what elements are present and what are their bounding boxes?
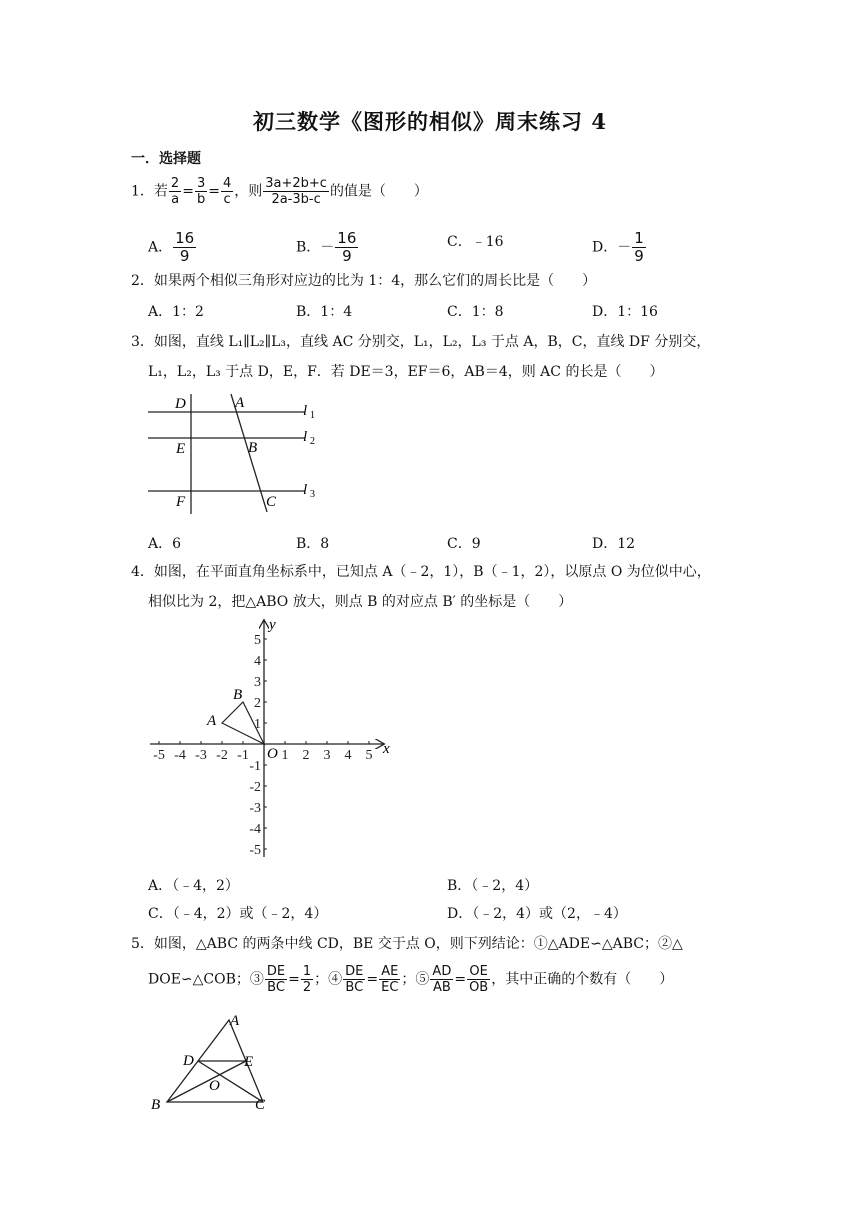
label-f: F	[176, 494, 186, 510]
question-4-line-1: 4．如图，在平面直角坐标系中，已知点 A（﹣2，1），B（﹣1，2），以原点 O 为位似中心，	[131, 564, 711, 580]
question-3-line-1: 3．如图，直线 L₁∥L₂∥L₃，直线 AC 分别交，L₁，L₂，L₃ 于点 A，B，C，直线 DF 分别交，	[131, 334, 711, 350]
y-tick-label: 2	[254, 696, 261, 711]
question-4-line-2: 相似比为 2，把△ABO 放大，则点 B 的对应点 B′ 的坐标是（ ）	[148, 594, 573, 610]
y-tick-label: -1	[249, 759, 261, 774]
q5-triangle-figure	[145, 1008, 285, 1118]
q5-frac-ad-ab: $\frac{AD}{AB}$	[432, 964, 452, 995]
label-point-b: B	[233, 687, 243, 703]
label-a: A	[230, 1013, 240, 1029]
question-2: 2．如果两个相似三角形对应边的比为 1：4，那么它们的周长比是（ ）	[131, 273, 597, 289]
q5-frac-de-bc-2: $\frac{DE}{BC}$	[345, 964, 364, 995]
q3-parallel-lines-figure	[145, 390, 325, 520]
label-point-a: A	[207, 713, 217, 729]
q5-frac-de-bc-1: $\frac{DE}{BC}$	[266, 964, 286, 995]
label-a: A	[235, 395, 245, 411]
q5-frac-1-2: $\frac{1}{2}$	[302, 964, 312, 995]
label-l2: l	[303, 429, 308, 445]
x-tick-label: 1	[281, 748, 289, 763]
median-be	[167, 1061, 246, 1102]
page-title: 初三数学《图形的相似》周末练习 4	[253, 109, 607, 134]
q3-option-b[interactable]: B．8	[296, 536, 330, 552]
q4-option-d[interactable]: D．（﹣2，4）或（2，﹣4）	[447, 906, 627, 922]
y-tick-label: 3	[254, 675, 261, 690]
q1-frac-4: $\frac{3a+2b+c}{2a-3b-c}$	[265, 176, 327, 207]
q2-option-c[interactable]: C．1：8	[447, 304, 504, 320]
svg-text:2: 2	[310, 436, 315, 447]
q1-option-c[interactable]: C．﹣16	[447, 234, 504, 250]
y-tick-label: 5	[254, 633, 261, 648]
label-x-axis: x	[383, 741, 390, 757]
q1-frac-2: $\frac{3}{b}$	[196, 176, 206, 207]
x-tick-label: -3	[195, 748, 207, 763]
question-3-line-2: L₁，L₂，L₃ 于点 D，E，F．若 DE＝3，EF＝6，AB＝4，则 AC 的长是（ ）	[148, 364, 664, 380]
label-y-axis: y	[269, 617, 276, 633]
y-tick-label: -4	[249, 822, 261, 837]
q4-option-a[interactable]: A．（﹣4，2）	[148, 878, 239, 894]
q4-option-b[interactable]: B．（﹣2，4）	[447, 878, 539, 894]
question-5-line-1: 5．如图，△ABC 的两条中线 CD，BE 交于点 O，则下列结论：①△ADE∽△ABC；②△	[131, 936, 683, 952]
label-l1: l	[303, 403, 308, 419]
q5-frac-ae-ec: $\frac{AE}{EC}$	[381, 964, 399, 995]
section-heading: 一．选择题	[131, 151, 201, 167]
label-e: E	[176, 441, 186, 457]
y-tick-label: -2	[249, 780, 261, 795]
q1-option-b[interactable]: B．－ $\frac{16}{9}$	[296, 229, 357, 265]
label-o: O	[209, 1078, 220, 1094]
q3-option-d[interactable]: D．12	[592, 536, 636, 552]
q4-option-c[interactable]: C．（﹣4，2）或（﹣2，4）	[148, 906, 328, 922]
q3-option-c[interactable]: C．9	[447, 536, 481, 552]
y-tick-label: 1	[254, 717, 261, 732]
question-1: 1．若 $\frac{2}{a}$ = $\frac{3}{b}$ = $\frac{4}{c}$ ，则 $\frac{3a+2b+c}{2a-3b-c}$ 的值是（ ）	[131, 176, 428, 207]
svg-text:3: 3	[310, 489, 315, 500]
label-b: B	[151, 1097, 161, 1113]
label-c: C	[255, 1097, 266, 1113]
q2-option-a[interactable]: A．1：2	[148, 304, 204, 320]
label-b: B	[248, 440, 258, 456]
q1-number: 1．	[131, 183, 154, 200]
x-tick-label: 4	[344, 748, 352, 763]
y-tick-label: 4	[254, 654, 261, 669]
label-l3: l	[303, 482, 308, 498]
label-origin: O	[267, 746, 278, 762]
x-tick-label: -2	[216, 748, 228, 763]
q1-frac-1: $\frac{2}{a}$	[170, 176, 180, 207]
label-d: D	[183, 1053, 194, 1069]
x-tick-label: 5	[365, 748, 373, 763]
q2-option-b[interactable]: B．1：4	[296, 304, 353, 320]
svg-text:1: 1	[310, 410, 315, 421]
q1-frac-3: $\frac{4}{c}$	[222, 176, 232, 207]
q2-option-d[interactable]: D．1：16	[592, 304, 658, 320]
q1-option-d[interactable]: D．－ $\frac{1}{9}$	[592, 229, 644, 265]
label-d: D	[175, 396, 186, 412]
label-c: C	[266, 494, 277, 510]
y-tick-label: -3	[249, 801, 261, 816]
x-tick-label: 3	[323, 748, 331, 763]
x-tick-label: 2	[302, 748, 310, 763]
x-tick-label: -1	[237, 748, 249, 763]
q5-frac-oe-ob: $\frac{OE}{OB}$	[469, 964, 489, 995]
q4-coordinate-plane	[145, 615, 395, 860]
question-5-line-2: DOE∽△COB；③ $\frac{DE}{BC}$ = $\frac{1}{2}$ ；④ $\frac{DE}{BC}$ = $\frac{AE}{EC}$ ；⑤ $\frac{AD}{AB}$ = $\frac{OE}{OB}$ ，其中正确的个数有（ ）	[148, 964, 674, 995]
label-e: E	[244, 1054, 254, 1070]
x-tick-label: -4	[174, 748, 186, 763]
q1-pre: 若	[153, 183, 168, 200]
y-tick-label: -5	[249, 843, 261, 858]
q1-option-a[interactable]: A． $\frac{16}{9}$	[148, 229, 195, 265]
q3-option-a[interactable]: A．6	[148, 536, 182, 552]
x-tick-label: -5	[153, 748, 165, 763]
